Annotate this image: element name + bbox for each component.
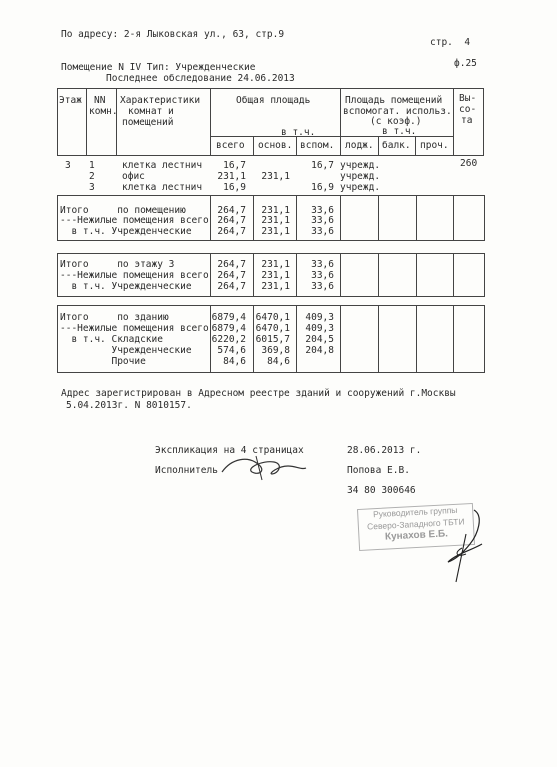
- row-nn: 1: [89, 160, 95, 171]
- total-main: 231,1: [261, 226, 290, 237]
- head-signature: [426, 504, 496, 584]
- total-aux: 204,5: [305, 334, 334, 345]
- total-all: 264,7: [217, 270, 246, 281]
- row-name: клетка лестнич: [122, 182, 203, 193]
- total-label: ---Нежилые помещения всего: [60, 323, 209, 334]
- total-aux: 33,6: [311, 270, 334, 281]
- total-aux: 33,6: [311, 281, 334, 292]
- executor-label: Исполнитель: [155, 465, 218, 476]
- col-char1: Характеристики: [120, 95, 201, 106]
- page-number: стр. 4: [430, 37, 471, 48]
- col-char2: комнат и: [128, 106, 174, 117]
- total-main: 84,6: [267, 356, 290, 367]
- total-all: 6879,4: [211, 323, 246, 334]
- row-type: учрежд.: [340, 182, 381, 193]
- total-label: ---Нежилые помещения всего: [60, 270, 209, 281]
- stamp-line-3: Кунахов Е.Б.: [384, 528, 449, 543]
- total-main: 231,1: [261, 259, 290, 270]
- row-type: учрежд.: [340, 160, 381, 171]
- executor-signature: [218, 452, 308, 482]
- total-label: в т.ч. Учрежденческие: [60, 226, 192, 237]
- total-all: 6220,2: [211, 334, 246, 345]
- col-aux-area3: (с коэф.): [370, 116, 422, 127]
- row-floor: 3: [65, 160, 71, 171]
- total-label: Итого по этажу 3: [60, 259, 175, 270]
- total-label: Учрежденческие: [60, 345, 192, 356]
- total-all: 264,7: [217, 215, 246, 226]
- phone-number: 34 80 300646: [347, 485, 416, 496]
- row-type: учрежд.: [340, 171, 381, 182]
- col-char3: помещений: [122, 117, 174, 128]
- col-floor: Этаж: [59, 95, 82, 106]
- row-nn: 3: [89, 182, 95, 193]
- col-height1: Вы-: [459, 93, 477, 104]
- row-name: офис: [122, 171, 145, 182]
- registration-line-2: 5.04.2013г. N 8010157.: [66, 400, 192, 411]
- total-all: 84,6: [223, 356, 246, 367]
- col-incl2: в т.ч.: [382, 126, 417, 137]
- col-all: всего: [216, 140, 245, 151]
- col-balcony: балк.: [382, 140, 411, 151]
- col-height2: со-: [459, 104, 477, 115]
- total-aux: 33,6: [311, 259, 334, 270]
- col-aux-area2: вспомогат. использ.: [343, 106, 452, 117]
- total-all: 6879,4: [211, 312, 246, 323]
- address-line: По адресу: 2-я Лыковская ул., 63, стр.9: [61, 29, 285, 40]
- room-type: Помещение N IV Тип: Учрежденческие: [61, 62, 256, 73]
- row-all: 231,1: [217, 171, 246, 182]
- total-main: 369,8: [261, 345, 290, 356]
- total-main: 231,1: [261, 205, 290, 216]
- row-nn: 2: [89, 171, 95, 182]
- total-label: Прочие: [60, 356, 146, 367]
- total-label: в т.ч. Учрежденческие: [60, 281, 192, 292]
- total-label: Итого по зданию: [60, 312, 169, 323]
- total-aux: 409,3: [305, 323, 334, 334]
- total-all: 264,7: [217, 226, 246, 237]
- total-main: 6470,1: [255, 312, 290, 323]
- col-other: проч.: [420, 140, 449, 151]
- total-all: 264,7: [217, 281, 246, 292]
- total-main: 231,1: [261, 215, 290, 226]
- total-main: 231,1: [261, 281, 290, 292]
- total-main: 6470,1: [255, 323, 290, 334]
- stamp-line-2: Северо-Западного ТБТИ: [366, 516, 465, 532]
- row-main: 231,1: [261, 171, 290, 182]
- row-name: клетка лестнич: [122, 160, 203, 171]
- total-label: ---Нежилые помещения всего: [60, 215, 209, 226]
- total-aux: 204,8: [305, 345, 334, 356]
- total-all: 264,7: [217, 259, 246, 270]
- col-nn2: комн.: [89, 106, 118, 117]
- row-height: 260: [460, 158, 478, 169]
- col-aux: вспом.: [300, 140, 335, 151]
- executor-name: Попова Е.В.: [347, 465, 410, 476]
- stamp-line-1: Руководитель группы: [372, 504, 458, 520]
- total-main: 231,1: [261, 270, 290, 281]
- form-number: ф.25: [454, 58, 477, 69]
- registration-line-1: Адрес зарегистрирован в Адресном реестре зданий и сооружений г.Москвы: [61, 388, 456, 399]
- col-nn: NN: [94, 95, 106, 106]
- total-all: 574,6: [217, 345, 246, 356]
- row-all: 16,7: [223, 160, 246, 171]
- total-aux: 33,6: [311, 205, 334, 216]
- col-aux-area1: Площадь помещений: [345, 95, 443, 106]
- total-aux: 33,6: [311, 226, 334, 237]
- total-aux: 33,6: [311, 215, 334, 226]
- row-aux: 16,9: [311, 182, 334, 193]
- col-main: основ.: [258, 140, 293, 151]
- row-aux: 16,7: [311, 160, 334, 171]
- col-incl: в т.ч.: [281, 127, 316, 138]
- col-total-area: Общая площадь: [236, 95, 311, 106]
- total-label: в т.ч. Складские: [60, 334, 163, 345]
- doc-date: 28.06.2013 г.: [347, 445, 422, 456]
- last-survey: Последнее обследование 24.06.2013: [106, 73, 295, 84]
- pages-count: Экспликация на 4 страницах: [155, 445, 304, 456]
- col-loggia: лодж.: [345, 140, 374, 151]
- row-all: 16,9: [223, 182, 246, 193]
- col-height3: та: [461, 115, 473, 126]
- total-all: 264,7: [217, 205, 246, 216]
- total-label: Итого по помещению: [60, 205, 186, 216]
- total-aux: 409,3: [305, 312, 334, 323]
- total-main: 6015,7: [255, 334, 290, 345]
